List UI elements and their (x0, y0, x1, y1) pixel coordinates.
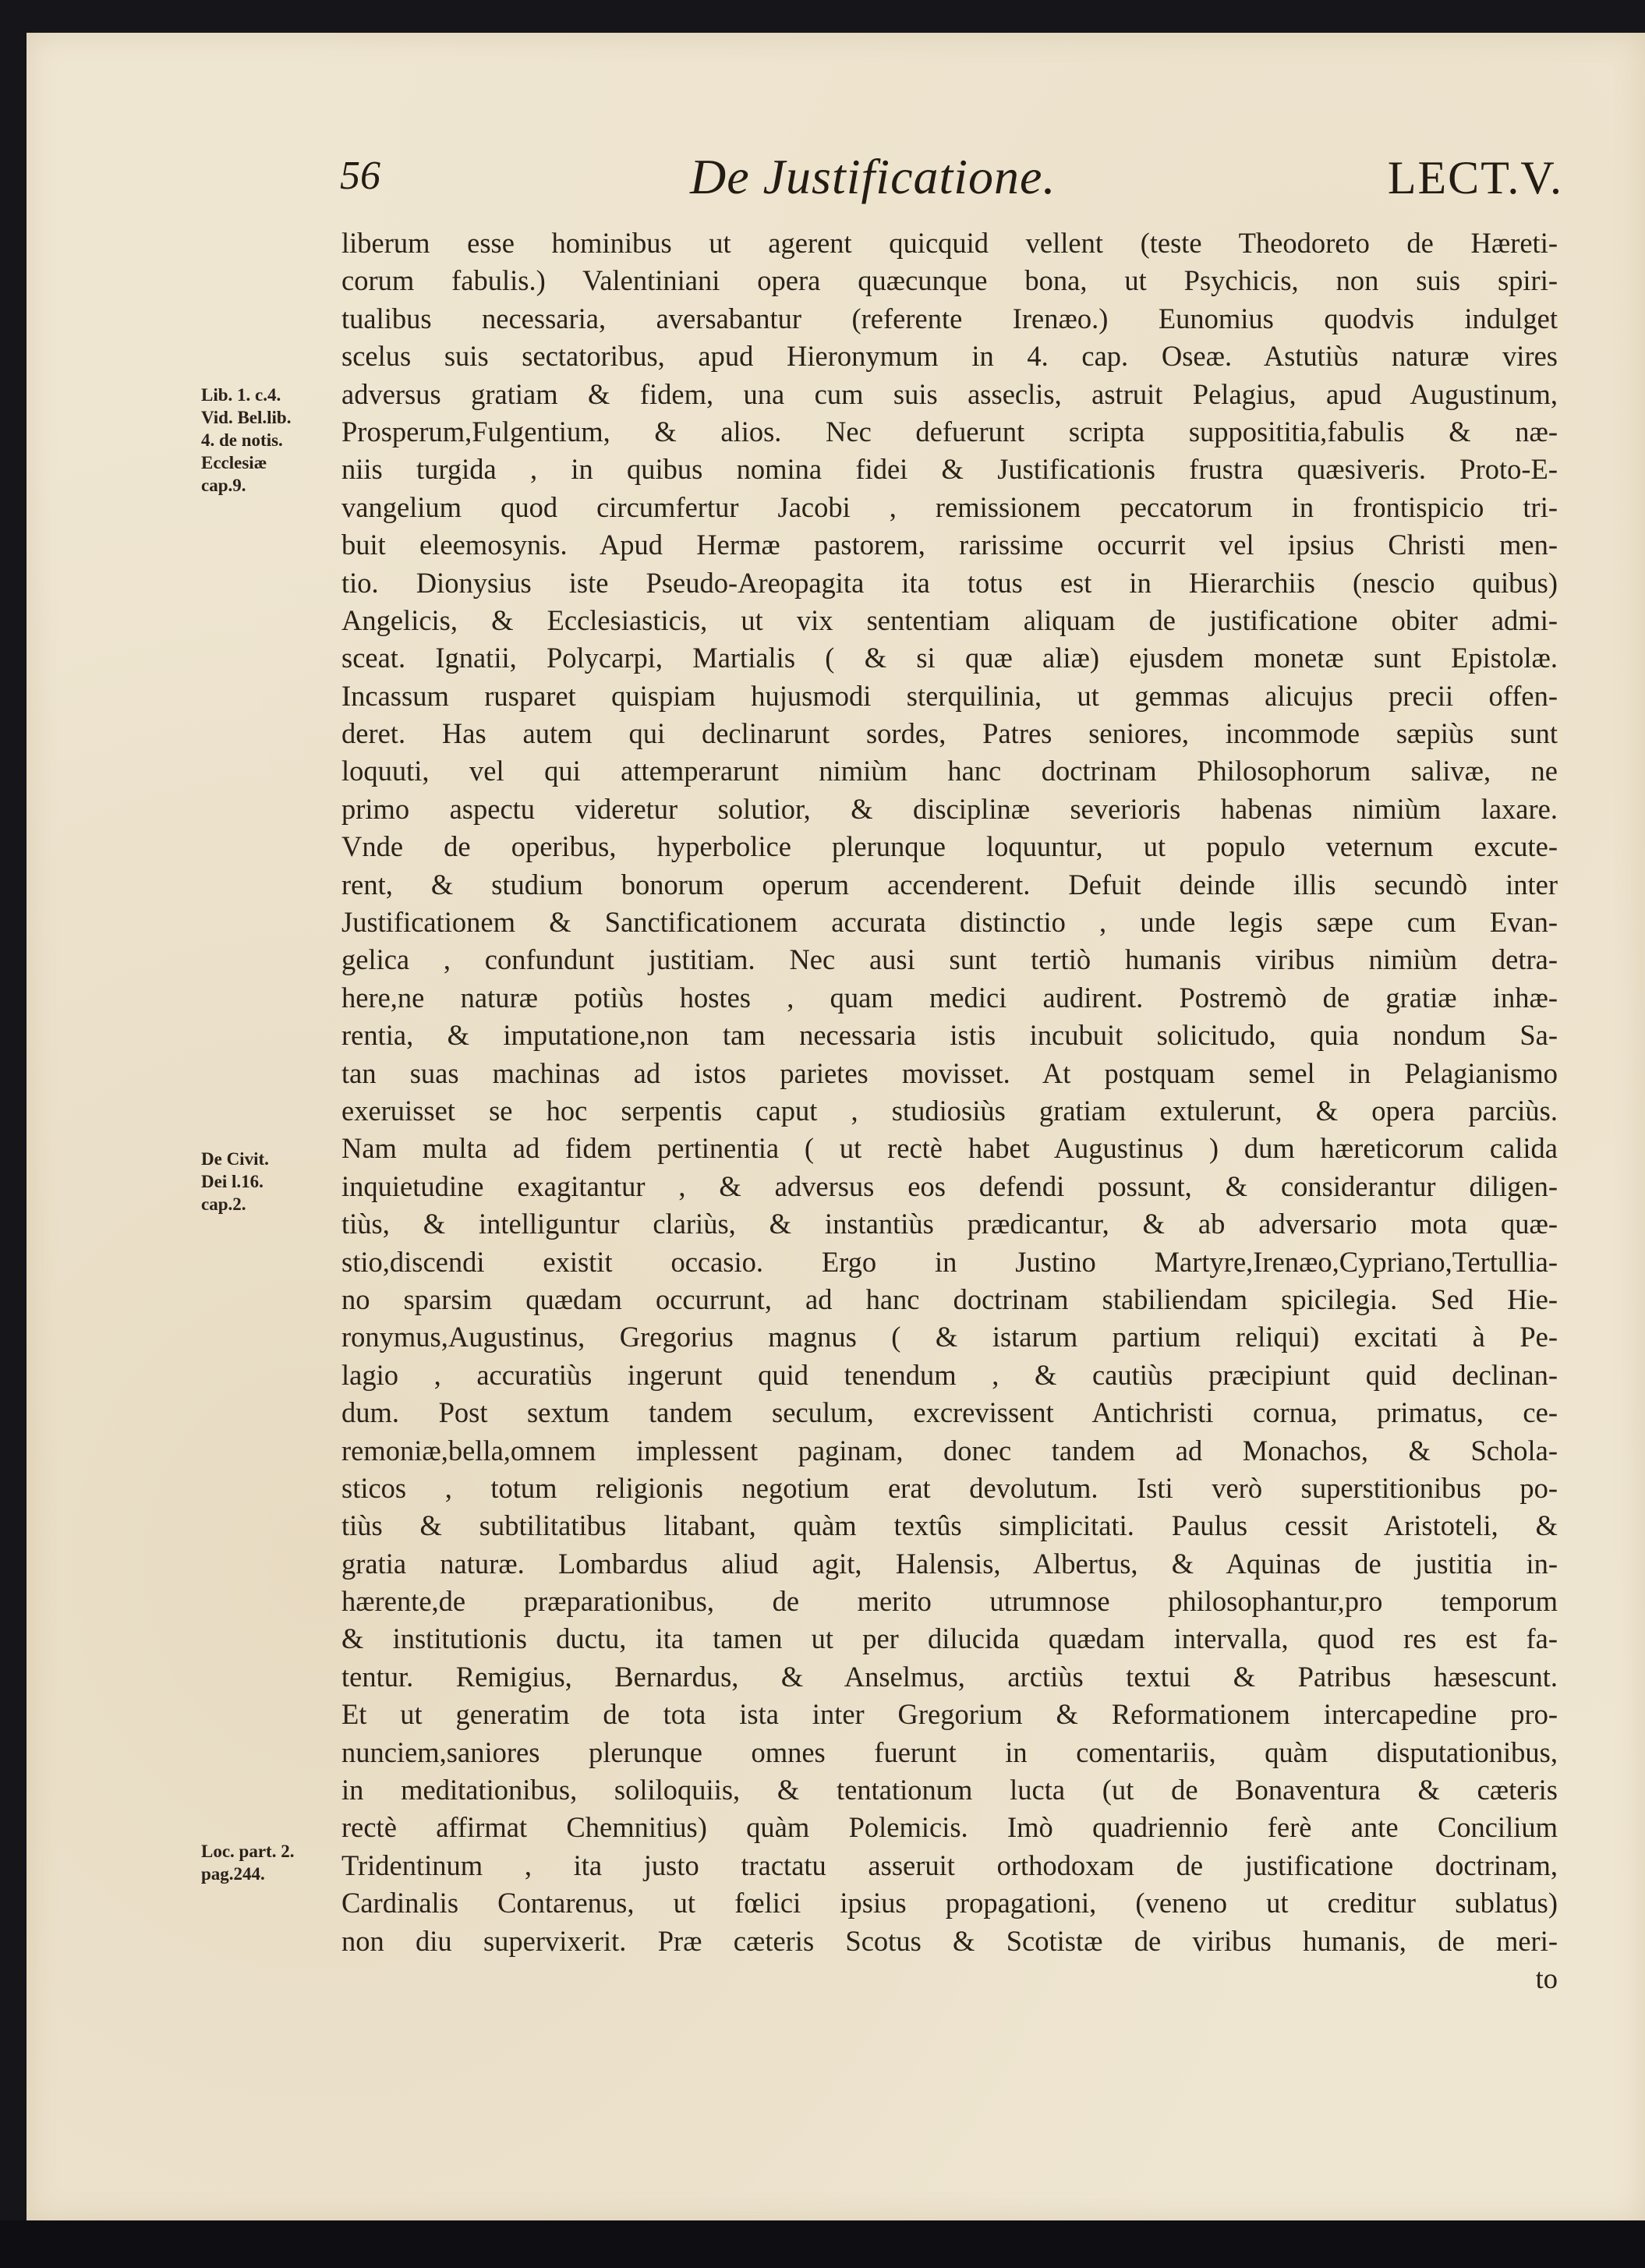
text-line: gelica , confundunt justitiam. Nec ausi sunt tertiò humanis viribus nimiùm detra- (341, 943, 1558, 976)
text-line: loquuti, vel qui attemperarunt nimiùm hanc doctrinam Philosophorum salivæ, ne (341, 755, 1558, 787)
margin-note (201, 1148, 341, 1215)
text-line: & institutionis ductu, ita tamen ut per dilucida quædam intervalla, quod res est fa- (341, 1622, 1558, 1655)
text-line: dum. Post sextum tandem seculum, excrevissent Antichristi cornua, primatus, ce- (341, 1396, 1558, 1429)
text-line: scelus suis sectatoribus, apud Hieronymum in 4. cap. Oseæ. Astutiùs naturæ vires (341, 340, 1558, 373)
margin-note-line: pag.244. (201, 1864, 265, 1884)
page-bottom-edge (0, 2220, 1645, 2268)
text-line: Incassum rusparet quispiam hujusmodi sterquilinia, ut gemmas alicujus precii offen- (341, 679, 1558, 712)
page-number: 56 (340, 154, 380, 198)
text-line: inquietudine exagitantur , & adversus eos defendi possunt, & considerantur diligen- (341, 1169, 1558, 1202)
margin-note (201, 1840, 341, 1885)
text-line: Nam multa ad fidem pertinentia ( ut rectè habet Augustinus ) dum hæreticorum calida (341, 1132, 1558, 1165)
text-line: exeruisset se hoc serpentis caput , studiosiùs gratiam extulerunt, & opera parciùs. (341, 1094, 1558, 1127)
margin-note-line: Loc. part. 2. (201, 1842, 295, 1861)
text-line: tentur. Remigius, Bernardus, & Anselmus, arctiùs textui & Patribus hæsescunt. (341, 1660, 1558, 1693)
margin-note-line: Dei l.16. (201, 1172, 264, 1191)
margin-note-line: cap.2. (201, 1194, 246, 1214)
text-line: sceat. Ignatii, Polycarpi, Martialis ( & si quæ aliæ) ejusdem monetæ sunt Epistolæ. (341, 642, 1558, 674)
text-line: Angelicis, & Ecclesiasticis, ut vix sententiam aliquam de justificatione obiter admi- (341, 603, 1558, 636)
running-title: De Justificatione. (690, 149, 1056, 204)
text-line: Et ut generatim de tota ista inter Gregorium & Reformationem intercapedine pro- (341, 1698, 1558, 1731)
text-line: tiùs, & intelliguntur clariùs, & instantiùs prædicantur, & ab adversario mota quæ- (341, 1208, 1558, 1240)
lecture-heading: LECT.V. (1387, 152, 1563, 203)
text-line: rent, & studium bonorum operum accenderent. Defuit deinde illis secundò inter (341, 868, 1558, 900)
margin-note-line: 4. de notis. (201, 430, 283, 450)
text-line: hærente,de præparationibus, de merito utrumnose philosophantur,pro temporum (341, 1585, 1558, 1618)
text-line: nunciem,saniores plerunque omnes fuerunt in comentariis, quàm disputationibus, (341, 1735, 1558, 1768)
text-line: Prosperum,Fulgentium, & alios. Nec defuerunt scripta supposititia,fabulis & næ- (341, 415, 1558, 448)
text-line: adversus gratiam & fidem, una cum suis asseclis, astruit Pelagius, apud Augustinum, (341, 377, 1558, 410)
text-line: deret. Has autem qui declinarunt sordes, Patres seniores, incommode sæpiùs sunt (341, 717, 1558, 750)
body-text (341, 225, 1558, 2181)
text-line: ronymus,Augustinus, Gregorius magnus ( & istarum partium reliqui) excitati à Pe- (341, 1321, 1558, 1353)
text-line: stio,discendi existit occasio. Ergo in Justino Martyre,Irenæo,Cypriano,Tertullia- (341, 1245, 1558, 1278)
text-line: Cardinalis Contarenus, ut fœlici ipsius propagationi, (veneno ut creditur sublatus) (341, 1887, 1558, 1919)
text-line: tan suas machinas ad istos parietes movisset. At postquam semel in Pelagianismo (341, 1056, 1558, 1089)
text-line: corum fabulis.) Valentiniani opera quæcunque bona, ut Psychicis, non suis spiri- (341, 264, 1558, 297)
page-header (335, 148, 1563, 211)
text-line: rectè affirmat Chemnitius) quàm Polemicis. Imò quadriennio ferè ante Concilium (341, 1811, 1558, 1844)
text-line: tualibus necessaria, aversabantur (referente Irenæo.) Eunomius quodvis indulget (341, 302, 1558, 334)
text-line: Tridentinum , ita justo tractatu asseruit orthodoxam de justificatione doctrinam, (341, 1849, 1558, 1881)
text-line: lagio , accuratiùs ingerunt quid tenendum , & cautiùs præcipiunt quid declinan- (341, 1358, 1558, 1391)
text-line: to (1535, 1962, 1558, 1994)
text-line: vangelium quod circumfertur Jacobi , remissionem peccatorum in frontispicio tri- (341, 490, 1558, 523)
text-line: sticos , totum religionis negotium erat devolutum. Isti verò superstitionibus po- (341, 1471, 1558, 1504)
margin-note-line: Vid. Bel.lib. (201, 408, 292, 427)
text-line: here,ne naturæ potiùs hostes , quam medici audirent. Postremò de gratiæ inhæ- (341, 981, 1558, 1014)
text-line: no sparsim quædam occurrunt, ad hanc doctrinam stabiliendam spicilegia. Sed Hie- (341, 1283, 1558, 1315)
text-line: buit eleemosynis. Apud Hermæ pastorem, rarissime occurrit vel ipsius Christi men- (341, 529, 1558, 561)
text-line: in meditationibus, soliloquiis, & tentationum lucta (ut de Bonaventura & cæteris (341, 1774, 1558, 1806)
margin-note-line: Ecclesiæ (201, 453, 267, 472)
text-line: Justificationem & Sanctificationem accurata distinctio , unde legis sæpe cum Evan- (341, 906, 1558, 939)
text-line: Vnde de operibus, hyperbolice plerunque loquuntur, ut populo veternum excute- (341, 830, 1558, 863)
text-line: liberum esse hominibus ut agerent quicquid vellent (teste Theodoreto de Hæreti- (341, 227, 1558, 259)
margin-note-line: De Civit. (201, 1149, 269, 1169)
text-line: non diu supervixerit. Præ cæteris Scotus & Scotistæ de viribus humanis, de meri- (341, 1924, 1558, 1957)
text-line: primo aspectu videretur solutior, & disciplinæ severioris habenas nimiùm laxare. (341, 792, 1558, 825)
text-line: remoniæ,bella,omnem implessent paginam, donec tandem ad Monachos, & Schola- (341, 1434, 1558, 1467)
text-line: gratia naturæ. Lombardus aliud agit, Halensis, Albertus, & Aquinas de justitia in- (341, 1547, 1558, 1580)
text-line: rentia, & imputatione,non tam necessaria istis incubuit solicitudo, quia nondum Sa- (341, 1019, 1558, 1052)
text-line: tio. Dionysius iste Pseudo-Areopagita ita totus est in Hierarchiis (nescio quibus) (341, 566, 1558, 599)
text-line: tiùs & subtilitatibus litabant, quàm textûs simplicitati. Paulus cessit Aristoteli, & (341, 1509, 1558, 1542)
margin-note-line: Lib. 1. c.4. (201, 385, 281, 405)
margin-note (201, 384, 341, 497)
text-line: niis turgida , in quibus nomina fidei & Justificationis frustra quæsiveris. Proto-E- (341, 453, 1558, 486)
margin-note-line: cap.9. (201, 476, 246, 495)
